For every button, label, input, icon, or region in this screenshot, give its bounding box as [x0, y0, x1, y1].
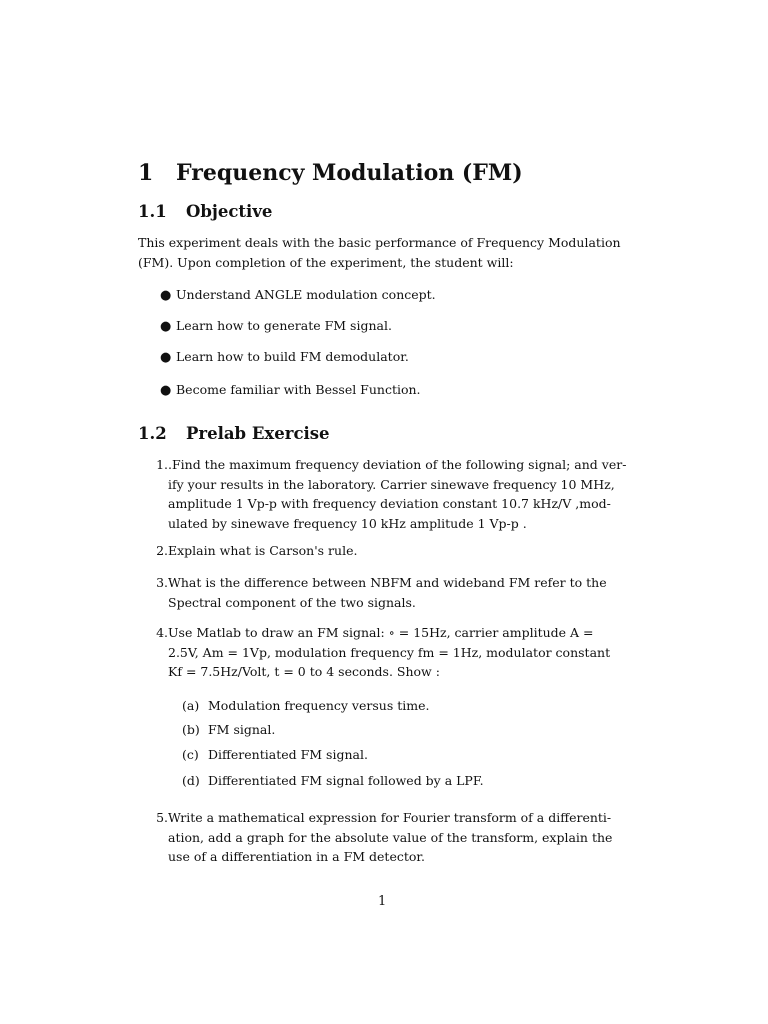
bullet-text: Become familiar with Bessel Function. [176, 382, 421, 397]
exercise-text [168, 541, 357, 561]
sub-item [182, 698, 429, 713]
sub-item [182, 722, 275, 737]
bullet-dot: ● [160, 319, 172, 334]
exercise-number: 3. [156, 575, 168, 590]
exercise-line: What is the difference between NBFM and wideband FM refer to the [168, 575, 607, 590]
page-number: 1 [378, 894, 387, 909]
exercise-line: .Find the maximum frequency deviation of the following signal; and ver- [168, 457, 627, 472]
intro-line: This experiment deals with the basic performance of Frequency Modulation [138, 235, 621, 250]
list-item [160, 318, 392, 334]
list-item [160, 287, 436, 303]
section-number: 1 [138, 160, 154, 186]
exercise-number: 2. [156, 543, 168, 558]
sub-item-text: FM signal. [208, 722, 276, 737]
exercise-line: Write a mathematical expression for Fourier transform of a differenti- [168, 810, 612, 825]
subsection-title: Prelab Exercise [186, 424, 330, 443]
exercise-text [168, 808, 612, 867]
intro-line: (FM). Upon completion of the experiment, the student will: [138, 254, 514, 270]
exercise-line: ation, add a graph for the absolute value of the transform, explain the [168, 829, 613, 845]
sub-item-label: (c) [182, 747, 199, 762]
exercise-line: Use Matlab to draw an FM signal: ∘ = 15Hz, carrier amplitude A = [168, 625, 594, 640]
list-item [160, 349, 409, 365]
sub-item [182, 747, 368, 762]
exercise-line: Explain what is Carson's rule. [168, 543, 358, 558]
exercise-number: 4. [156, 625, 168, 640]
sub-item-label: (d) [182, 773, 200, 788]
exercise-number: 5. [156, 810, 168, 825]
bullet-text: Understand ANGLE modulation concept. [176, 287, 436, 302]
exercise-line: ify your results in the laboratory. Carrier sinewave frequency 10 MHz, [168, 476, 615, 492]
exercise-line: amplitude 1 Vp-p with frequency deviation constant 10.7 kHz/V ,mod- [168, 496, 611, 511]
sub-item-text: Differentiated FM signal followed by a LPF. [208, 773, 484, 788]
sub-item [182, 773, 484, 788]
sub-item-text: Differentiated FM signal. [208, 747, 368, 762]
subsection-title: Objective [186, 202, 273, 221]
bullet-text: Learn how to build FM demodulator. [176, 349, 409, 364]
exercise-text [168, 573, 607, 612]
objective-intro [138, 233, 632, 272]
sub-item-label: (b) [182, 722, 200, 737]
sub-item-text: Modulation frequency versus time. [208, 698, 430, 713]
bullet-dot: ● [160, 350, 172, 365]
section-title: Frequency Modulation (FM) [176, 160, 523, 186]
subsection-heading-prelab [138, 424, 330, 443]
exercise-line: Spectral component of the two signals. [168, 594, 416, 610]
exercise-line: 2.5V, Am = 1Vp, modulation frequency fm = 1Hz, modulator constant [168, 644, 611, 660]
exercise-number: 1. [156, 457, 168, 472]
exercise-line: use of a differentiation in a FM detector. [168, 849, 425, 864]
list-item [160, 382, 421, 398]
bullet-dot: ● [160, 288, 172, 303]
sub-item-label: (a) [182, 698, 200, 713]
exercise-text [168, 623, 610, 682]
bullet-dot: ● [160, 383, 172, 398]
exercise-text [168, 455, 626, 533]
subsection-number: 1.2 [138, 424, 167, 443]
section-heading [138, 160, 523, 186]
subsection-number: 1.1 [138, 202, 167, 221]
exercise-line: Kf = 7.5Hz/Volt, t = 0 to 4 seconds. Show : [168, 664, 440, 679]
exercise-line: ulated by sinewave frequency 10 kHz amplitude 1 Vp-p . [168, 515, 527, 531]
bullet-text: Learn how to generate FM signal. [176, 318, 392, 333]
subsection-heading-objective [138, 202, 272, 221]
